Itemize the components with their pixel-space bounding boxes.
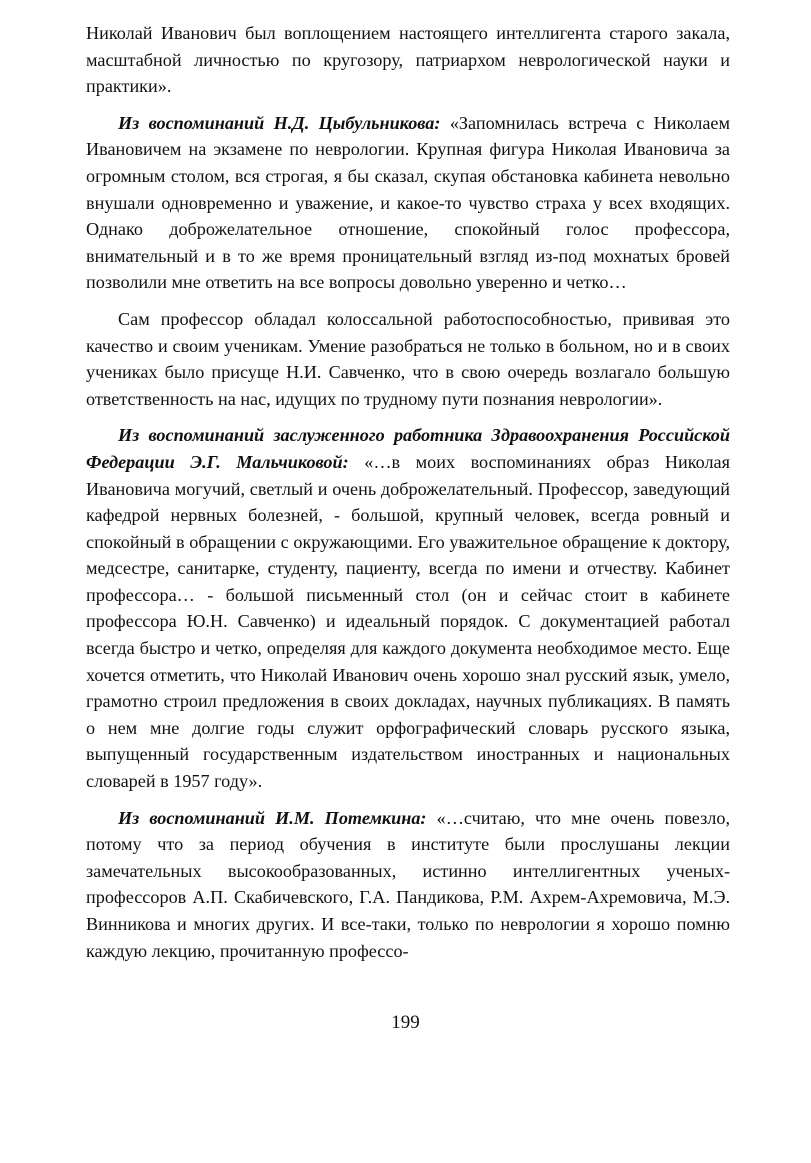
- memoir-author: Из воспоминаний заслуженного работника Здравоохранения Российской Федерации Э.Г. Мальчиковой:: [86, 425, 730, 472]
- page-number: 199: [391, 1012, 420, 1033]
- memoir-author: Из воспоминаний И.М. Потемкина:: [118, 807, 427, 828]
- paragraph-text: «…считаю, что мне очень повезло, потому что за период обучения в институте были прослушаны лекции замечательных высокообразованных, истинно интеллигентных ученых-профессоров А.П. Скабичевского, Г.А. Пандикова, Р.М. Ахрем-Ахремовича, М.Э. Винникова и многих других. И все-таки, только по неврологии я хорошо помню каждую лекцию, прочитанную профессо-: [86, 807, 730, 961]
- paragraph-5: [86, 805, 730, 965]
- paragraph-4: [86, 422, 730, 794]
- paragraph-text: Николай Иванович был воплощением настоящего интеллигента старого закала, масштабной личностью по кругозору, патриархом неврологической науки и практики».: [86, 23, 730, 97]
- page-body: [86, 20, 730, 974]
- memoir-author: Из воспоминаний Н.Д. Цыбульникова:: [118, 112, 441, 133]
- paragraph-2: [86, 110, 730, 296]
- paragraph-3: [86, 306, 730, 412]
- paragraph-text: «Запомнилась встреча с Николаем Ивановичем на экзамене по неврологии. Крупная фигура Николая Ивановича за огромным столом, вся строгая, я бы сказал, скупая обстановка кабинета невольно внушали одновременно и уважение, и какое-то чувство страха у всех входящих. Однако доброжелательное отношение, спокойный голос профессора, внимательный и в то же время проницательный взгляд из-под мохнатых бровей позволили мне ответить на все вопросы довольно уверенно и четко…: [86, 112, 730, 293]
- paragraph-text: Сам профессор обладал колоссальной работоспособностью, прививая это качество и своим ученикам. Умение разобраться не только в больном, но и в своих учениках было присуще Н.И. Савченко, что в свою очередь возлагало большую ответственность на нас, идущих по трудному пути познания неврологии».: [86, 308, 730, 409]
- paragraph-1: [86, 20, 730, 100]
- paragraph-text: «…в моих воспоминаниях образ Николая Ивановича могучий, светлый и очень доброжелательный. Профессор, заведующий кафедрой нервных болезней, - большой, крупный человек, всегда ровный и спокойный в обращении с окружающими. Его уважительное обращение к доктору, медсестре, санитарке, студенту, пациенту, всегда по имени и отчеству. Кабинет профессора… - большой письменный стол (он и сейчас стоит в кабинете профессора Ю.Н. Савченко) и идеальный порядок. С документацией работал всегда быстро и четко, определяя для каждого документа необходимое место. Еще хочется отметить, что Николай Иванович очень хорошо знал русский язык, умело, грамотно строил предложения в своих докладах, научных публикациях. В память о нем мне долгие годы служит орфографический словарь русского языка, выпущенный государственным издательством иностранных и национальных словарей в 1957 году».: [86, 451, 730, 792]
